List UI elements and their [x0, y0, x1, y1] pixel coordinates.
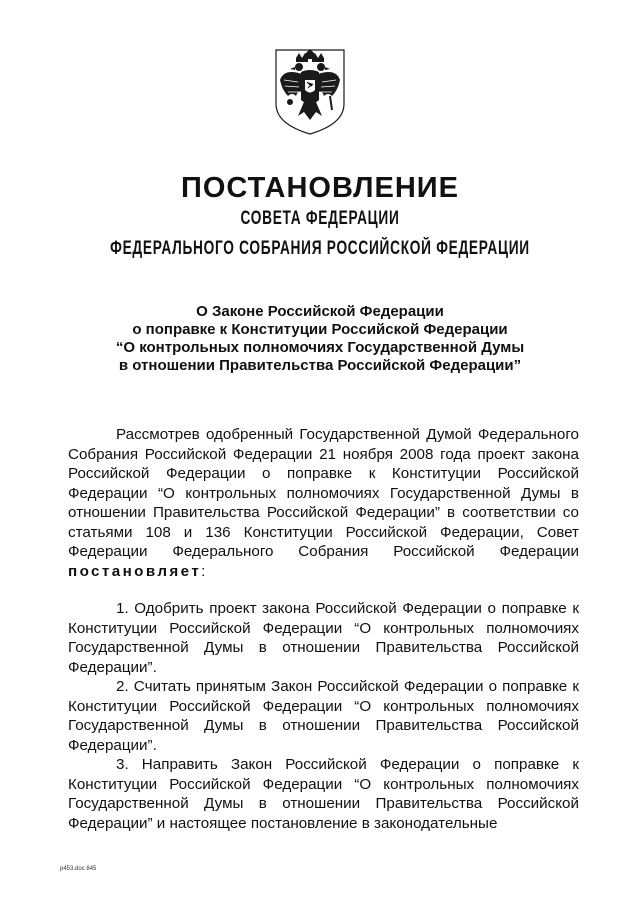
heading-line: “О контрольных полномочиях Государственной Думы: [115, 339, 525, 356]
resolution-item: 2. Считать принятым Закон Российской Федерации о поправке к Конституции Российской Федерации “О контрольных полномочиях Государственной Думы в отношении Правительства Российской Федерации”.: [68, 678, 579, 754]
document-code: p453.doc 845: [60, 866, 97, 872]
heading-line: в отношении Правительства Российской Федерации”: [118, 357, 522, 374]
document-subtitle-council: СОВЕТА ФЕДЕРАЦИИ: [240, 208, 400, 229]
heading-line: О Законе Российской Федерации: [196, 303, 444, 320]
intro-paragraph: [68, 425, 579, 581]
double-headed-eagle-emblem-icon: [272, 46, 348, 136]
document-subtitle-assembly: ФЕДЕРАЛЬНОГО СОБРАНИЯ РОССИЙСКОЙ ФЕДЕРАЦИИ: [110, 238, 530, 259]
resolution-items: [68, 599, 579, 833]
resolution-heading: [90, 303, 550, 375]
heading-line: о поправке к Конституции Российской Федерации: [132, 321, 508, 338]
intro-paragraph-block: [68, 425, 579, 581]
document-title: ПОСТАНОВЛЕНИЕ: [181, 172, 459, 204]
resolution-keyword: постановляет: [68, 562, 202, 580]
resolution-item: 1. Одобрить проект закона Российской Федерации о поправке к Конституции Российской Федерации “О контрольных полномочиях Государственной Думы в отношении Правительства Российской Федерации”.: [68, 600, 579, 676]
intro-colon: :: [201, 562, 206, 580]
intro-text: Рассмотрев одобренный Государственной Думой Федерального Собрания Российской Федерации 21 ноября 2008 года проект закона Российской Федерации о поправке к Конституции Российской Федерации “О контрольных полномочиях Государственной Думы в отношении Правительства Российской Федерации” в соответствии со статьями 108 и 136 Конституции Российской Федерации, Совет Федерации Федерального Собрания Российской Федерации: [68, 426, 579, 560]
resolution-item: 3. Направить Закон Российской Федерации о поправке к Конституции Российской Федерации “О контрольных полномочиях Государственной Думы в отношении Правительства Российской Федерации” и настоящее постановление в законодательные: [68, 756, 579, 832]
